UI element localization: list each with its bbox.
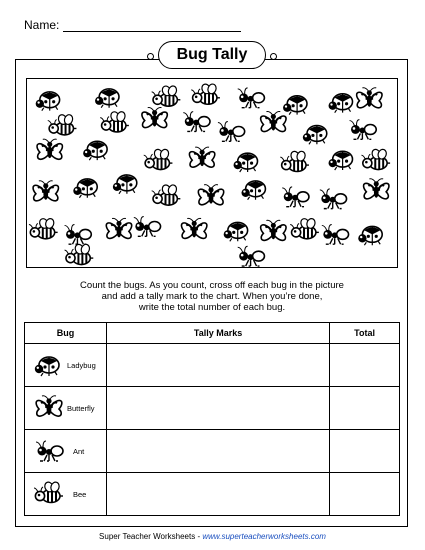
total-cell-butterfly[interactable] <box>330 387 400 430</box>
ant-icon[interactable] <box>183 112 210 132</box>
butterfly-icon[interactable] <box>261 111 286 131</box>
table-row <box>25 344 400 387</box>
ladybug-icon[interactable] <box>303 126 327 145</box>
butterfly-icon[interactable] <box>364 179 389 199</box>
ant-icon[interactable] <box>238 88 265 108</box>
butterfly-icon[interactable] <box>37 139 62 159</box>
ladybug-icon[interactable] <box>241 181 265 200</box>
name-field[interactable] <box>24 18 241 32</box>
header-total: Total <box>330 323 400 344</box>
ladybug-icon[interactable] <box>95 89 119 108</box>
header-bug: Bug <box>25 323 107 344</box>
instructions <box>40 280 384 313</box>
bee-icon[interactable] <box>144 148 173 169</box>
ant-icon[interactable] <box>322 224 349 244</box>
table-row <box>25 473 400 516</box>
bee-icon[interactable] <box>191 83 220 104</box>
butterfly-icon[interactable] <box>142 107 167 127</box>
footer-brand: Super Teacher Worksheets - <box>99 532 203 541</box>
bug-label-ant: Ant <box>73 446 85 456</box>
ant-icon[interactable] <box>218 122 245 142</box>
bug-cell <box>25 387 107 430</box>
name-label: Name: <box>24 18 60 32</box>
ladybug-icon[interactable] <box>329 151 353 170</box>
ant-icon[interactable] <box>320 189 347 209</box>
ant-icon[interactable] <box>238 246 265 266</box>
tally-table <box>24 322 400 516</box>
table-row <box>25 387 400 430</box>
ladybug-icon[interactable] <box>358 226 382 245</box>
bee-icon[interactable] <box>29 217 58 238</box>
butterfly-icon[interactable] <box>357 88 382 108</box>
bug-cell <box>25 473 107 516</box>
tally-cell-ladybug[interactable] <box>106 344 329 387</box>
ladybug-icon[interactable] <box>283 96 307 115</box>
tally-table-header <box>25 323 400 344</box>
bee-icon[interactable] <box>280 150 309 171</box>
total-cell-ladybug[interactable] <box>330 344 400 387</box>
bee-icon[interactable] <box>361 148 390 169</box>
bug-picture-canvas <box>27 79 397 267</box>
instructions-line-1: Count the bugs. As you count, cross off each bug in the picture <box>80 280 344 291</box>
bug-cell <box>25 430 107 473</box>
butterfly-icon[interactable] <box>198 185 223 205</box>
ant-icon[interactable] <box>282 187 309 207</box>
bug-label-ladybug: Ladybug <box>67 360 96 370</box>
table-row <box>25 430 400 473</box>
bee-icon <box>33 481 65 507</box>
ladybug-icon <box>33 352 65 378</box>
name-underline[interactable] <box>63 19 241 32</box>
bug-cell <box>25 344 107 387</box>
bug-picture <box>26 78 398 268</box>
bug-label-bee: Bee <box>73 489 87 499</box>
bee-icon[interactable] <box>152 85 181 106</box>
tally-cell-bee[interactable] <box>106 473 329 516</box>
ladybug-icon[interactable] <box>224 222 248 241</box>
butterfly-icon[interactable] <box>261 220 286 240</box>
page-title: Bug Tally <box>158 41 266 69</box>
total-cell-bee[interactable] <box>330 473 400 516</box>
butterfly-icon[interactable] <box>181 218 206 238</box>
instructions-line-3: write the total number of each bug. <box>138 302 286 313</box>
bee-icon[interactable] <box>290 217 319 238</box>
ladybug-icon[interactable] <box>113 175 137 194</box>
tally-cell-butterfly[interactable] <box>106 387 329 430</box>
ladybug-icon[interactable] <box>329 94 353 113</box>
bee-icon[interactable] <box>65 243 94 264</box>
bee-icon[interactable] <box>152 184 181 205</box>
ant-icon[interactable] <box>65 224 92 244</box>
header-tally-marks: Tally Marks <box>106 323 329 344</box>
footer-url-link[interactable]: www.superteacherworksheets.com <box>202 532 326 541</box>
ladybug-icon[interactable] <box>36 92 60 111</box>
butterfly-icon <box>33 395 65 421</box>
ant-icon <box>33 438 65 464</box>
bee-icon[interactable] <box>48 113 77 134</box>
tally-cell-ant[interactable] <box>106 430 329 473</box>
ant-icon[interactable] <box>134 217 161 237</box>
ant-icon[interactable] <box>350 120 377 140</box>
instructions-line-2: and add a tally mark to the chart. When you’re done, <box>101 291 323 302</box>
footer <box>0 532 425 541</box>
ladybug-icon[interactable] <box>234 153 258 172</box>
bug-label-butterfly: Butterfly <box>67 403 95 413</box>
butterfly-icon[interactable] <box>33 181 58 201</box>
bee-icon[interactable] <box>100 110 129 131</box>
ladybug-icon[interactable] <box>73 179 97 198</box>
butterfly-icon[interactable] <box>106 218 131 238</box>
ladybug-icon[interactable] <box>83 141 107 160</box>
total-cell-ant[interactable] <box>330 430 400 473</box>
butterfly-icon[interactable] <box>189 147 214 167</box>
